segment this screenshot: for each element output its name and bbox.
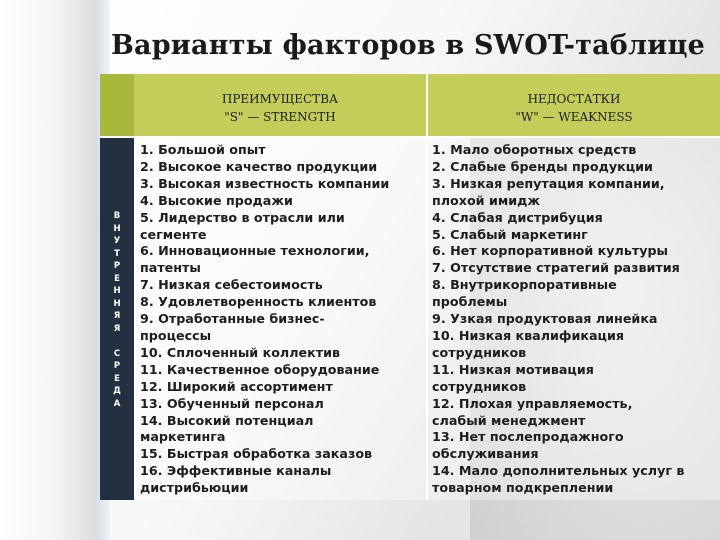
strength-item: 9. Отработанные бизнес- процессы xyxy=(140,311,325,343)
header-weaknesses: НЕДОСТАТКИ "W" — WEAKNESS xyxy=(515,92,633,124)
strength-item: 12. Широкий ассортимент xyxy=(140,378,333,394)
strength-item: 3. Высокая известность компании xyxy=(140,175,390,191)
slide-left-margin xyxy=(0,0,96,540)
weakness-item: 13. Нет послепродажного обслуживания xyxy=(432,429,624,462)
strength-item: 13. Обученный персонал xyxy=(140,395,324,411)
weakness-item: 4. Слабая дистрибуция xyxy=(432,209,603,225)
table-grid-line xyxy=(134,138,136,500)
strength-item: 1. Большой опыт xyxy=(140,142,266,157)
slide-title: Варианты факторов в SWOT-таблице xyxy=(111,30,705,61)
strength-item: 15. Быстрая обработка заказов xyxy=(140,446,373,462)
weakness-item: 6. Нет корпоративной культуры xyxy=(432,243,669,259)
strength-item: 5. Лидерство в отрасли или сегменте xyxy=(140,209,345,242)
weakness-item: 14. Мало дополнительных услуг в товарном подкреплении xyxy=(432,463,685,496)
strength-item: 7. Низкая себестоимость xyxy=(140,277,323,293)
weakness-item: 5. Слабый маркетинг xyxy=(432,226,588,242)
weakness-item: 2. Слабые бренды продукции xyxy=(432,158,653,174)
table-grid-line xyxy=(426,138,428,500)
weakness-item: 9. Узкая продуктовая линейка xyxy=(432,311,658,327)
strength-item: 11. Качественное оборудование xyxy=(140,361,380,377)
strengths-list xyxy=(140,142,424,497)
header-strengths: ПРЕИМУЩЕСТВА "S" — STRENGTH xyxy=(221,92,339,124)
weakness-item: 1. Мало оборотных средств xyxy=(432,142,637,157)
strength-item: 6. Инновационные технологии, патенты xyxy=(140,243,370,276)
weakness-item: 11. Низкая мотивация сотрудников xyxy=(432,361,594,394)
weakness-item: 10. Низкая квалификация сотрудников xyxy=(432,327,624,360)
table-grid-line xyxy=(100,136,720,138)
strength-item: 10. Сплоченный коллектив xyxy=(140,344,341,360)
weakness-item: 12. Плохая управляемость, слабый менеджмент xyxy=(432,395,633,428)
weaknesses-list xyxy=(432,142,718,497)
table-header-corner xyxy=(100,74,134,137)
strength-item: 4. Высокие продажи xyxy=(140,192,293,208)
weakness-item: 8. Внутрикорпоративные проблемы xyxy=(432,277,617,310)
strength-item: 8. Удовлетворенность клиентов xyxy=(140,294,377,310)
side-label-internal-environment: В Н У Т Р Е Н Н Я Я С Р Е Д А xyxy=(113,211,121,409)
strength-item: 2. Высокое качество продукции xyxy=(140,158,378,174)
weakness-item: 7. Отсутствие стратегий развития xyxy=(432,260,680,276)
strength-item: 16. Эффективные каналы дистрибьюции xyxy=(140,463,332,496)
weakness-item: 3. Низкая репутация компании, плохой имидж xyxy=(432,175,665,208)
strength-item: 14. Высокий потенциал маркетинга xyxy=(140,412,314,445)
